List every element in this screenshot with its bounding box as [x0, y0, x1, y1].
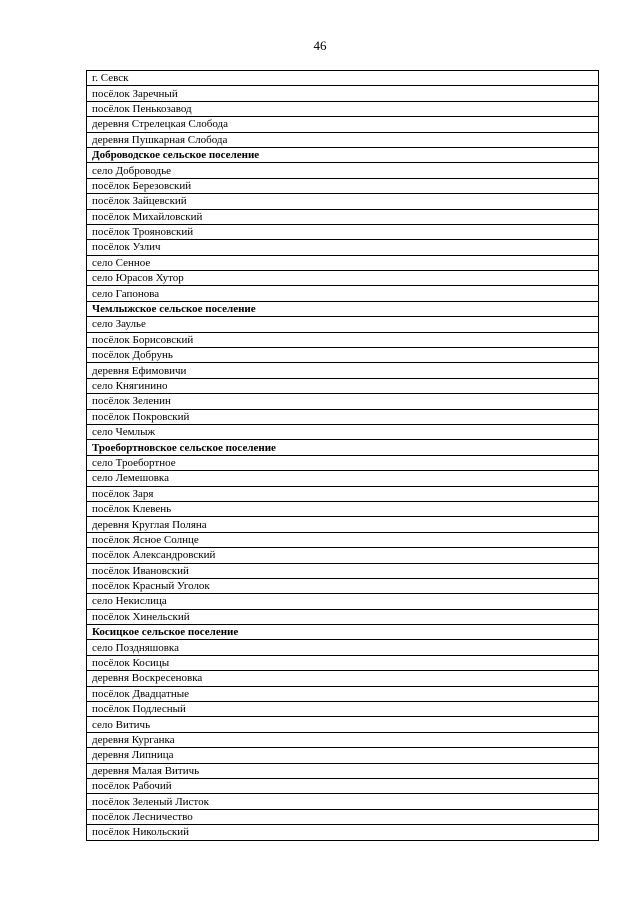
settlement-name-cell: село Юрасов Хутор — [87, 271, 599, 286]
section-heading-row — [87, 147, 599, 162]
settlement-row — [87, 271, 599, 286]
page-number: 46 — [313, 38, 327, 53]
settlement-row — [87, 778, 599, 793]
settlement-name-cell: село Лемешовка — [87, 471, 599, 486]
settlement-name-cell: село Доброводье — [87, 163, 599, 178]
settlement-name-cell: деревня Ефимовичи — [87, 363, 599, 378]
settlement-row — [87, 332, 599, 347]
settlement-name-cell: посёлок Рабочий — [87, 778, 599, 793]
settlement-row — [87, 686, 599, 701]
settlement-name-cell: посёлок Узлич — [87, 240, 599, 255]
section-heading-cell: Косицкое сельское поселение — [87, 625, 599, 640]
settlement-name-cell: село Заулье — [87, 317, 599, 332]
settlements-table-body — [87, 71, 599, 841]
settlement-name-cell: деревня Пушкарная Слобода — [87, 132, 599, 147]
settlement-row — [87, 224, 599, 239]
settlement-row — [87, 548, 599, 563]
settlement-row — [87, 532, 599, 547]
settlement-name-cell: посёлок Зеленин — [87, 394, 599, 409]
settlement-name-cell: посёлок Березовский — [87, 178, 599, 193]
settlement-name-cell: посёлок Заречный — [87, 86, 599, 101]
settlement-name-cell: посёлок Зеленый Листок — [87, 794, 599, 809]
settlement-name-cell: посёлок Зайцевский — [87, 194, 599, 209]
settlement-name-cell: село Витичь — [87, 717, 599, 732]
settlement-row — [87, 409, 599, 424]
settlement-row — [87, 86, 599, 101]
settlement-row — [87, 348, 599, 363]
settlement-row — [87, 101, 599, 116]
settlement-name-cell: село Чемлыж — [87, 424, 599, 439]
settlement-name-cell: посёлок Ясное Солнце — [87, 532, 599, 547]
settlement-name-cell: посёлок Подлесный — [87, 702, 599, 717]
settlement-name-cell: село Княгинино — [87, 378, 599, 393]
settlement-row — [87, 640, 599, 655]
settlement-name-cell: посёлок Добрунь — [87, 348, 599, 363]
settlement-row — [87, 194, 599, 209]
settlement-row — [87, 286, 599, 301]
settlement-row — [87, 255, 599, 270]
section-heading-row — [87, 301, 599, 316]
settlement-name-cell: посёлок Трояновский — [87, 224, 599, 239]
section-heading-cell: Доброводское сельское поселение — [87, 147, 599, 162]
section-heading-cell: Троебортновское сельское поселение — [87, 440, 599, 455]
settlement-row — [87, 563, 599, 578]
settlement-row — [87, 809, 599, 824]
settlement-name-cell: посёлок Заря — [87, 486, 599, 501]
settlement-row — [87, 163, 599, 178]
settlement-row — [87, 609, 599, 624]
settlement-row — [87, 501, 599, 516]
settlement-name-cell: посёлок Александровский — [87, 548, 599, 563]
section-heading-row — [87, 625, 599, 640]
settlement-name-cell: село Гапонова — [87, 286, 599, 301]
settlement-row — [87, 363, 599, 378]
settlement-name-cell: г. Севск — [87, 71, 599, 86]
settlement-row — [87, 317, 599, 332]
settlement-row — [87, 732, 599, 747]
settlement-name-cell: село Поздняшовка — [87, 640, 599, 655]
settlement-name-cell: деревня Стрелецкая Слобода — [87, 117, 599, 132]
settlement-name-cell: посёлок Покровский — [87, 409, 599, 424]
settlement-name-cell: деревня Круглая Поляна — [87, 517, 599, 532]
settlement-row — [87, 471, 599, 486]
settlement-row — [87, 240, 599, 255]
settlement-row — [87, 378, 599, 393]
settlement-row — [87, 486, 599, 501]
settlement-row — [87, 132, 599, 147]
settlement-name-cell: деревня Липница — [87, 748, 599, 763]
settlement-row — [87, 671, 599, 686]
settlement-row — [87, 424, 599, 439]
settlement-name-cell: посёлок Клевень — [87, 501, 599, 516]
section-heading-cell: Чемлыжское сельское поселение — [87, 301, 599, 316]
settlement-row — [87, 517, 599, 532]
settlement-row — [87, 71, 599, 86]
settlement-name-cell: посёлок Двадцатные — [87, 686, 599, 701]
settlement-row — [87, 702, 599, 717]
settlement-name-cell: посёлок Михайловский — [87, 209, 599, 224]
settlement-name-cell: посёлок Хинельский — [87, 609, 599, 624]
settlement-name-cell: посёлок Пенькозавод — [87, 101, 599, 116]
settlement-row — [87, 394, 599, 409]
settlement-row — [87, 117, 599, 132]
settlement-name-cell: село Некислица — [87, 594, 599, 609]
settlement-name-cell: деревня Воскресеновка — [87, 671, 599, 686]
settlement-row — [87, 578, 599, 593]
settlement-name-cell: посёлок Лесничество — [87, 809, 599, 824]
settlements-table — [86, 70, 599, 841]
settlement-name-cell: деревня Малая Витичь — [87, 763, 599, 778]
settlement-row — [87, 763, 599, 778]
settlement-row — [87, 594, 599, 609]
settlement-name-cell: село Троебортное — [87, 455, 599, 470]
settlement-name-cell: деревня Курганка — [87, 732, 599, 747]
section-heading-row — [87, 440, 599, 455]
settlement-row — [87, 717, 599, 732]
settlement-name-cell: посёлок Косицы — [87, 655, 599, 670]
settlement-row — [87, 825, 599, 840]
settlement-row — [87, 455, 599, 470]
settlement-name-cell: посёлок Никольский — [87, 825, 599, 840]
settlement-row — [87, 655, 599, 670]
settlement-row — [87, 178, 599, 193]
settlement-name-cell: село Сенное — [87, 255, 599, 270]
settlement-name-cell: посёлок Красный Уголок — [87, 578, 599, 593]
settlement-name-cell: посёлок Борисовский — [87, 332, 599, 347]
settlement-row — [87, 748, 599, 763]
settlement-name-cell: посёлок Ивановский — [87, 563, 599, 578]
settlement-row — [87, 209, 599, 224]
settlement-row — [87, 794, 599, 809]
